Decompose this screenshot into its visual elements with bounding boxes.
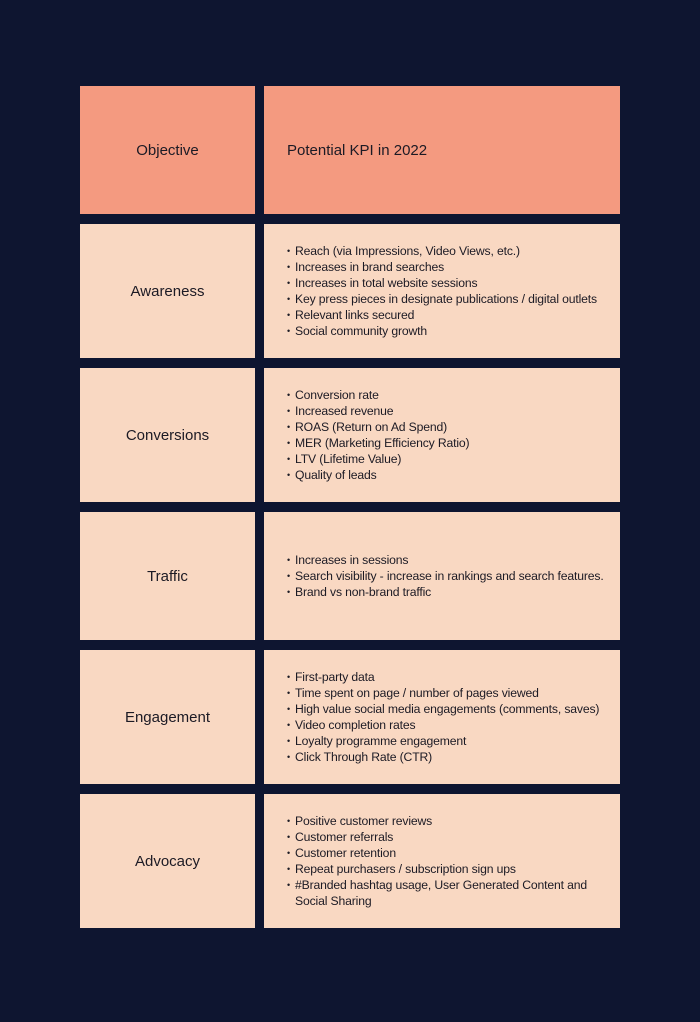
kpi-list [287, 387, 469, 483]
kpi-item: • First-party data [287, 669, 599, 685]
kpi-list [287, 552, 604, 600]
kpi-cell-engagement [264, 650, 620, 784]
kpi-item: • Click Through Rate (CTR) [287, 749, 599, 765]
kpi-cell-conversions [264, 368, 620, 502]
kpi-item: • Increases in total website sessions [287, 275, 597, 291]
kpi-item: • LTV (Lifetime Value) [287, 451, 469, 467]
kpi-item: • Repeat purchasers / subscription sign ups [287, 861, 587, 877]
header-objective-cell [80, 86, 255, 214]
kpi-item: • Brand vs non-brand traffic [287, 584, 604, 600]
objective-label: Advocacy [134, 852, 201, 870]
kpi-list [287, 813, 587, 909]
kpi-item: • Relevant links secured [287, 307, 597, 323]
kpi-item: • Increases in brand searches [287, 259, 597, 275]
objective-cell-awareness [80, 224, 255, 358]
objective-cell-engagement [80, 650, 255, 784]
kpi-item: • High value social media engagements (comments, saves) [287, 701, 599, 717]
objective-label: Engagement [124, 708, 211, 726]
kpi-item: • Video completion rates [287, 717, 599, 733]
kpi-item: • Search visibility - increase in rankings and search features. [287, 568, 604, 584]
kpi-cell-advocacy [264, 794, 620, 928]
kpi-item: • Customer retention [287, 845, 587, 861]
header-kpi-label: Potential KPI in 2022 [287, 141, 428, 159]
kpi-item: • Quality of leads [287, 467, 469, 483]
kpi-list [287, 669, 599, 765]
kpi-item: • Increases in sessions [287, 552, 604, 568]
kpi-item: • Positive customer reviews [287, 813, 587, 829]
header-objective-label: Objective [136, 141, 199, 159]
kpi-item: • Social community growth [287, 323, 597, 339]
objective-label: Traffic [147, 567, 188, 585]
objective-cell-traffic [80, 512, 255, 640]
kpi-cell-awareness [264, 224, 620, 358]
kpi-item: • Conversion rate [287, 387, 469, 403]
kpi-item: • ROAS (Return on Ad Spend) [287, 419, 469, 435]
objective-cell-advocacy [80, 794, 255, 928]
kpi-list [287, 243, 597, 339]
objective-label: Conversions [125, 426, 210, 444]
kpi-item: • Reach (via Impressions, Video Views, etc.) [287, 243, 597, 259]
objective-label: Awareness [130, 282, 205, 300]
kpi-cell-traffic [264, 512, 620, 640]
objective-cell-conversions [80, 368, 255, 502]
header-kpi-cell [264, 86, 620, 214]
kpi-item: • Key press pieces in designate publications / digital outlets [287, 291, 597, 307]
kpi-item: • Customer referrals [287, 829, 587, 845]
kpi-item: • Time spent on page / number of pages viewed [287, 685, 599, 701]
kpi-item: • #Branded hashtag usage, User Generated Content and Social Sharing [287, 877, 587, 909]
kpi-item: • MER (Marketing Efficiency Ratio) [287, 435, 469, 451]
kpi-item: • Increased revenue [287, 403, 469, 419]
kpi-item: • Loyalty programme engagement [287, 733, 599, 749]
